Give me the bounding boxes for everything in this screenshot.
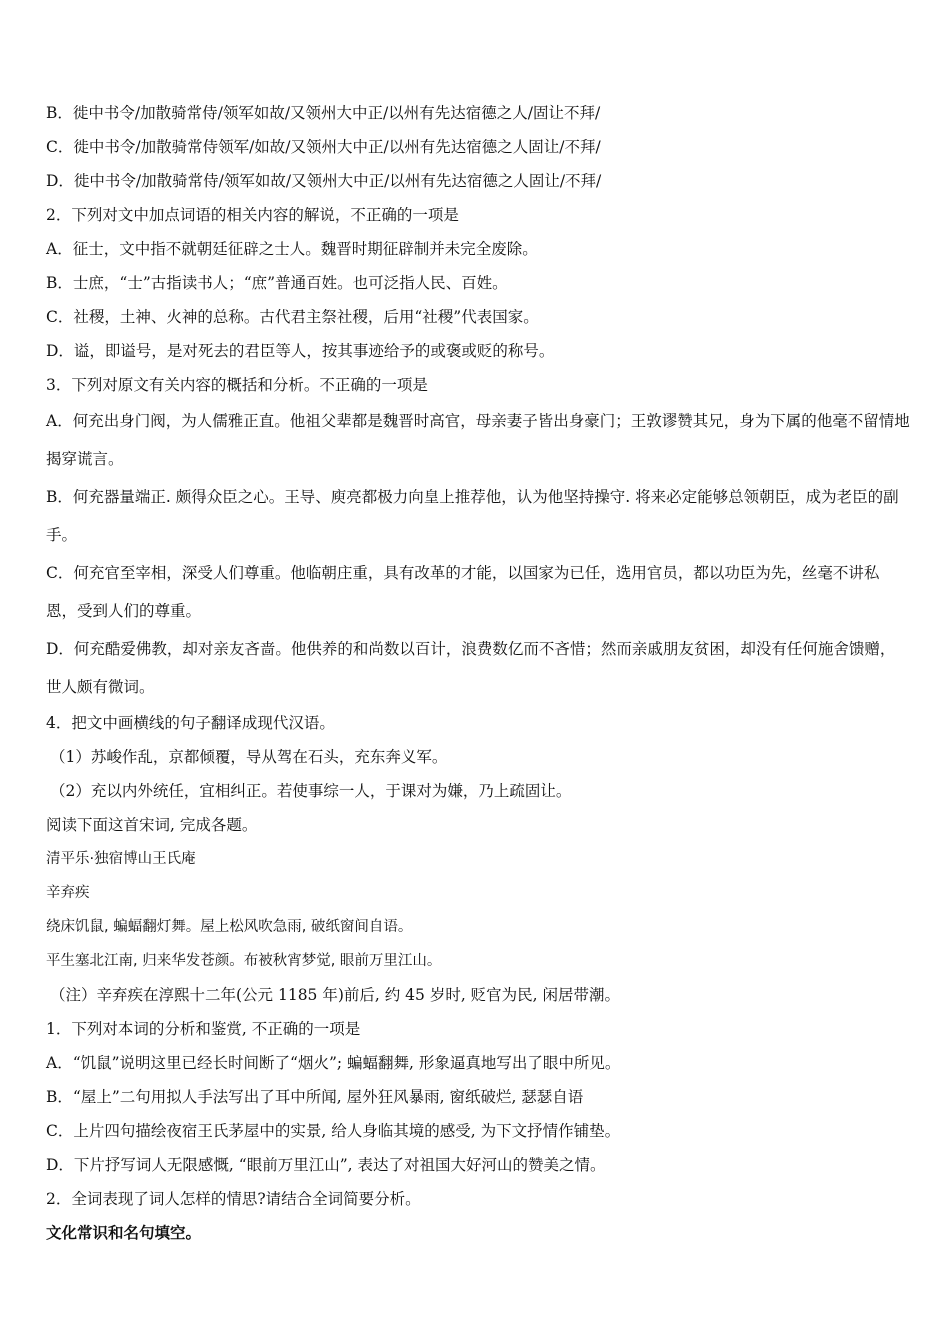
poem-question-2-stem: 2．全词表现了词人怎样的情思?请结合全词简要分析。 [46, 1190, 421, 1208]
option-b-punctuation: B．徙中书令/加散骑常侍/领军如故/又领州大中正/以州有先达宿德之人/固让不拜/ [46, 104, 601, 122]
question-4-stem: 4．把文中画横线的句子翻译成现代汉语。 [46, 714, 335, 732]
question-3-stem: 3．下列对原文有关内容的概括和分析。不正确的一项是 [46, 376, 428, 394]
q2-option-c: C．社稷，土神、火神的总称。古代君主祭社稷，后用“社稷”代表国家。 [46, 308, 539, 326]
q4-sentence-1: （1）苏峻作乱，京都倾覆，导从驾在石头，充东奔义军。 [50, 748, 448, 766]
poem-question-1-stem: 1．下列对本词的分析和鉴赏, 不正确的一项是 [46, 1020, 361, 1038]
q3-option-a: A．何充出身门阀，为人儒雅正直。他祖父辈都是魏晋时高官，母亲妻子皆出身豪门；王敦谬赞其兄，身为下属的他毫不留情地揭穿谎言。 [46, 412, 910, 468]
option-c-punctuation: C．徙中书令/加散骑常侍领军/如故/又领州大中正/以州有先达宿德之人固让/不拜/ [46, 138, 601, 156]
section-heading: 文化常识和名句填空。 [46, 1223, 202, 1242]
poem-title: 清平乐·独宿博山王氏庵 [46, 851, 196, 867]
poem-note: （注）辛弃疾在淳熙十二年(公元 1185 年)前后, 约 45 岁时, 贬官为民, 闲居带潮。 [50, 986, 621, 1004]
q3-option-c: C．何充官至宰相，深受人们尊重。他临朝庄重，具有改革的才能，以国家为已任，选用官员，都以功臣为先，丝毫不讲私恩，受到人们的尊重。 [46, 564, 880, 620]
q3-option-d: D．何充酷爱佛教，却对亲友吝啬。他供养的和尚数以百计，浪费数亿而不吝惜；然而亲戚朋友贫困，却没有任何施舍馈赠，世人颇有微词。 [46, 640, 896, 696]
q3-option-b: B．何充器量端正. 颇得众臣之心。王导、庾亮都极力向皇上推荐他，认为他坚持操守. 将来必定能够总领朝臣，成为老臣的副手。 [46, 488, 899, 544]
q2-option-b: B．士庶，“士”古指读书人；“庶”普通百姓。也可泛指人民、百姓。 [46, 274, 508, 292]
poem-q1-option-a: A．“饥鼠”说明这里已经长时间断了“烟火”; 蝙蝠翻舞, 形象逼真地写出了眼中所见。 [46, 1054, 621, 1072]
poem-q1-option-d: D．下片抒写词人无限感慨, “眼前万里江山”, 表达了对祖国大好河山的赞美之情。 [46, 1156, 606, 1174]
reading-instruction: 阅读下面这首宋词, 完成各题。 [46, 816, 258, 834]
q4-sentence-2: （2）充以内外统任，宜相纠正。若使事综一人，于课对为嫌，乃上疏固让。 [50, 782, 572, 800]
q2-option-d: D．谥，即谥号，是对死去的君臣等人，按其事迹给予的或褒或贬的称号。 [46, 342, 555, 360]
poem-q1-option-c: C．上片四句描绘夜宿王氏茅屋中的实景, 给人身临其境的感受, 为下文抒情作铺垫。 [46, 1122, 621, 1140]
q2-option-a: A．征士，文中指不就朝廷征辟之士人。魏晋时期征辟制并未完全废除。 [46, 240, 538, 258]
document-page [46, 96, 910, 1250]
question-2-stem: 2．下列对文中加点词语的相关内容的解说，不正确的一项是 [46, 206, 459, 224]
poem-stanza-2: 平生塞北江南, 归来华发苍颜。布被秋宵梦觉, 眼前万里江山。 [46, 953, 442, 969]
poem-stanza-1: 绕床饥鼠, 蝙蝠翻灯舞。屋上松风吹急雨, 破纸窗间自语。 [46, 919, 413, 935]
option-d-punctuation: D．徙中书令/加散骑常侍/领军如故/又领州大中正/以州有先达宿德之人固让/不拜/ [46, 172, 602, 190]
poem-q1-option-b: B．“屋上”二句用拟人手法写出了耳中所闻, 屋外狂风暴雨, 窗纸破烂, 瑟瑟自语 [46, 1088, 584, 1106]
poem-author: 辛弃疾 [46, 885, 90, 901]
